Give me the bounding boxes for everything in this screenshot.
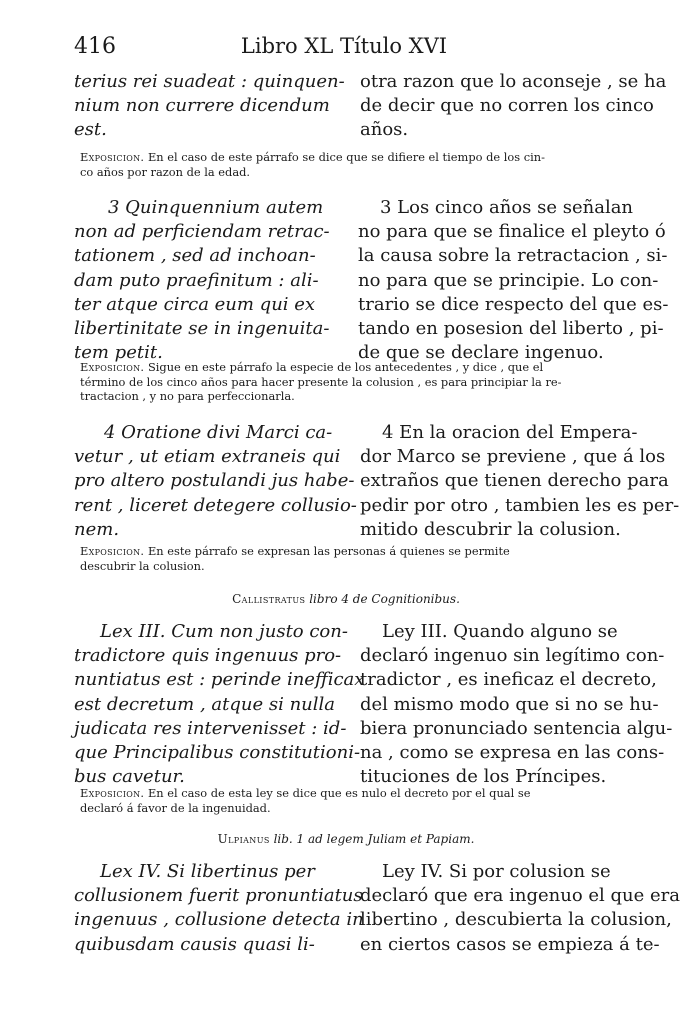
latin-line: ingenuus , collusione detecta in	[74, 909, 364, 931]
spanish-column	[360, 70, 667, 143]
latin-line: judicata res intervenisset : id-	[74, 717, 347, 739]
spanish-line: tando en posesion del liberto , pi-	[358, 318, 664, 340]
exposicion-note-4	[80, 786, 616, 815]
paragraph-block-4	[74, 620, 673, 789]
source-work: libro 4 de Cognitionibus.	[309, 592, 460, 606]
latin-line: terius rei suadeat : quinquen-	[74, 71, 345, 92]
latin-column	[74, 860, 364, 957]
spanish-line: de que se declare ingenuo.	[358, 342, 604, 364]
latin-line: tem petit.	[74, 342, 163, 364]
exposicion-note-3	[80, 544, 616, 573]
spanish-line: tradictor , es ineficaz el decreto,	[360, 669, 657, 691]
spanish-line: años.	[360, 119, 409, 141]
spanish-line: del mismo modo que si no se hu-	[360, 693, 659, 715]
latin-line: tationem , sed ad inchoan-	[74, 245, 316, 267]
paragraph-block-3	[74, 421, 680, 542]
exposicion-text: término de los cinco años para hacer presente la colusion , es para principiar la re-	[80, 374, 562, 389]
spanish-line: la causa sobre la retractacion , si-	[358, 245, 668, 267]
latin-line: rent , liceret detegere collusio-	[74, 494, 357, 516]
paragraph-block-2	[74, 196, 669, 365]
page-title: Libro XL Título XVI	[240, 34, 448, 58]
paragraph-block-1	[74, 70, 667, 143]
exposicion-label: Exposicion.	[80, 150, 145, 164]
spanish-line: 4 En la oracion del Empera-	[382, 422, 638, 443]
spanish-line: otra razon que lo aconseje , se ha	[360, 71, 667, 92]
spanish-column	[358, 196, 669, 365]
exposicion-text: En el caso de esta ley se dice que es nulo el decreto por el qual se	[147, 786, 531, 800]
latin-line: que Principalibus constitutioni-	[74, 742, 361, 764]
spanish-line: na , como se expresa en las cons-	[360, 742, 665, 764]
exposicion-label: Exposicion.	[80, 360, 145, 374]
spanish-line: mitido descubrir la colusion.	[360, 518, 621, 540]
exposicion-label: Exposicion.	[80, 544, 145, 558]
spanish-line: pedir por otro , tambien les es per-	[360, 494, 680, 516]
latin-line: tradictore quis ingenuus pro-	[74, 645, 342, 667]
spanish-line: extraños que tienen derecho para	[360, 470, 669, 492]
running-header	[74, 34, 614, 64]
exposicion-text: Sigue en este párrafo la especie de los antecedentes , y dice , que el	[147, 360, 544, 374]
spanish-line: declaró que era ingenuo el que era	[360, 885, 680, 907]
exposicion-text: co años por razon de la edad.	[80, 164, 251, 179]
latin-line: 3 Quinquennium autem	[108, 197, 324, 218]
source-citation-1	[74, 592, 618, 606]
latin-column	[74, 196, 340, 365]
exposicion-text: En el caso de este párrafo se dice que se difiere el tiempo de los cin-	[147, 150, 545, 164]
source-author: Ulpianus	[217, 832, 270, 846]
paragraph-block-5	[74, 860, 680, 957]
spanish-line: Ley IV. Si por colusion se	[382, 861, 611, 882]
spanish-line: Ley III. Quando alguno se	[382, 621, 618, 642]
latin-line: bus cavetur.	[74, 766, 185, 788]
spanish-line: declaró ingenuo sin legítimo con-	[360, 645, 665, 667]
spanish-column	[360, 620, 673, 789]
spanish-line: no para que se finalice el pleyto ó	[358, 221, 666, 243]
source-author: Callistratus	[232, 592, 306, 606]
spanish-line: libertino , descubierta la colusion,	[360, 909, 672, 931]
spanish-line: en ciertos casos se empieza á te-	[360, 933, 660, 955]
source-work: lib. 1 ad legem Juliam et Papiam.	[273, 832, 475, 846]
latin-line: 4 Oratione divi Marci ca-	[104, 422, 333, 443]
spanish-column	[360, 421, 680, 542]
latin-line: nuntiatus est : perinde inefficax	[74, 669, 365, 691]
latin-line: Lex III. Cum non justo con-	[100, 621, 348, 642]
exposicion-text: En este párrafo se expresan las personas á quienes se permite	[147, 544, 510, 558]
exposicion-note-1	[80, 150, 616, 179]
source-citation-2	[74, 832, 618, 846]
latin-column	[74, 421, 357, 542]
spanish-line: biera pronunciado sentencia algu-	[360, 717, 673, 739]
latin-line: nem.	[74, 518, 120, 540]
latin-line: nium non currere dicendum	[74, 95, 330, 117]
latin-line: ter atque circa eum qui ex	[74, 293, 316, 315]
spanish-line: tituciones de los Príncipes.	[360, 766, 607, 788]
latin-line: pro altero postulandi jus habe-	[74, 470, 355, 492]
spanish-line: no para que se principie. Lo con-	[358, 269, 659, 291]
exposicion-note-2	[80, 360, 616, 404]
latin-line: vetur , ut etiam extraneis qui	[74, 446, 341, 468]
latin-line: est decretum , atque si nulla	[74, 693, 336, 715]
exposicion-label: Exposicion.	[80, 786, 145, 800]
latin-line: Lex IV. Si libertinus per	[100, 861, 315, 882]
spanish-line: de decir que no corren los cinco	[360, 95, 654, 117]
spanish-line: trario se dice respecto del que es-	[358, 293, 669, 315]
latin-line: est.	[74, 119, 107, 141]
latin-line: non ad perficiendam retrac-	[74, 221, 330, 243]
spanish-line: dor Marco se previene , que á los	[360, 446, 666, 468]
exposicion-text: declaró á favor de la ingenuidad.	[80, 800, 271, 815]
latin-line: collusionem fuerit pronuntiatus	[74, 885, 363, 907]
latin-line: libertinitate se in ingenuita-	[74, 318, 330, 340]
page-number: 416	[74, 34, 116, 59]
latin-column	[74, 620, 365, 789]
exposicion-text: tractacion , y no para perfeccionarla.	[80, 389, 295, 403]
latin-line: quibusdam causis quasi li-	[74, 933, 315, 955]
spanish-column	[360, 860, 680, 957]
exposicion-text: descubrir la colusion.	[80, 558, 205, 573]
spanish-line: 3 Los cinco años se señalan	[380, 197, 634, 218]
latin-column	[74, 70, 345, 143]
latin-line: dam puto praefinitum : ali-	[74, 269, 319, 291]
